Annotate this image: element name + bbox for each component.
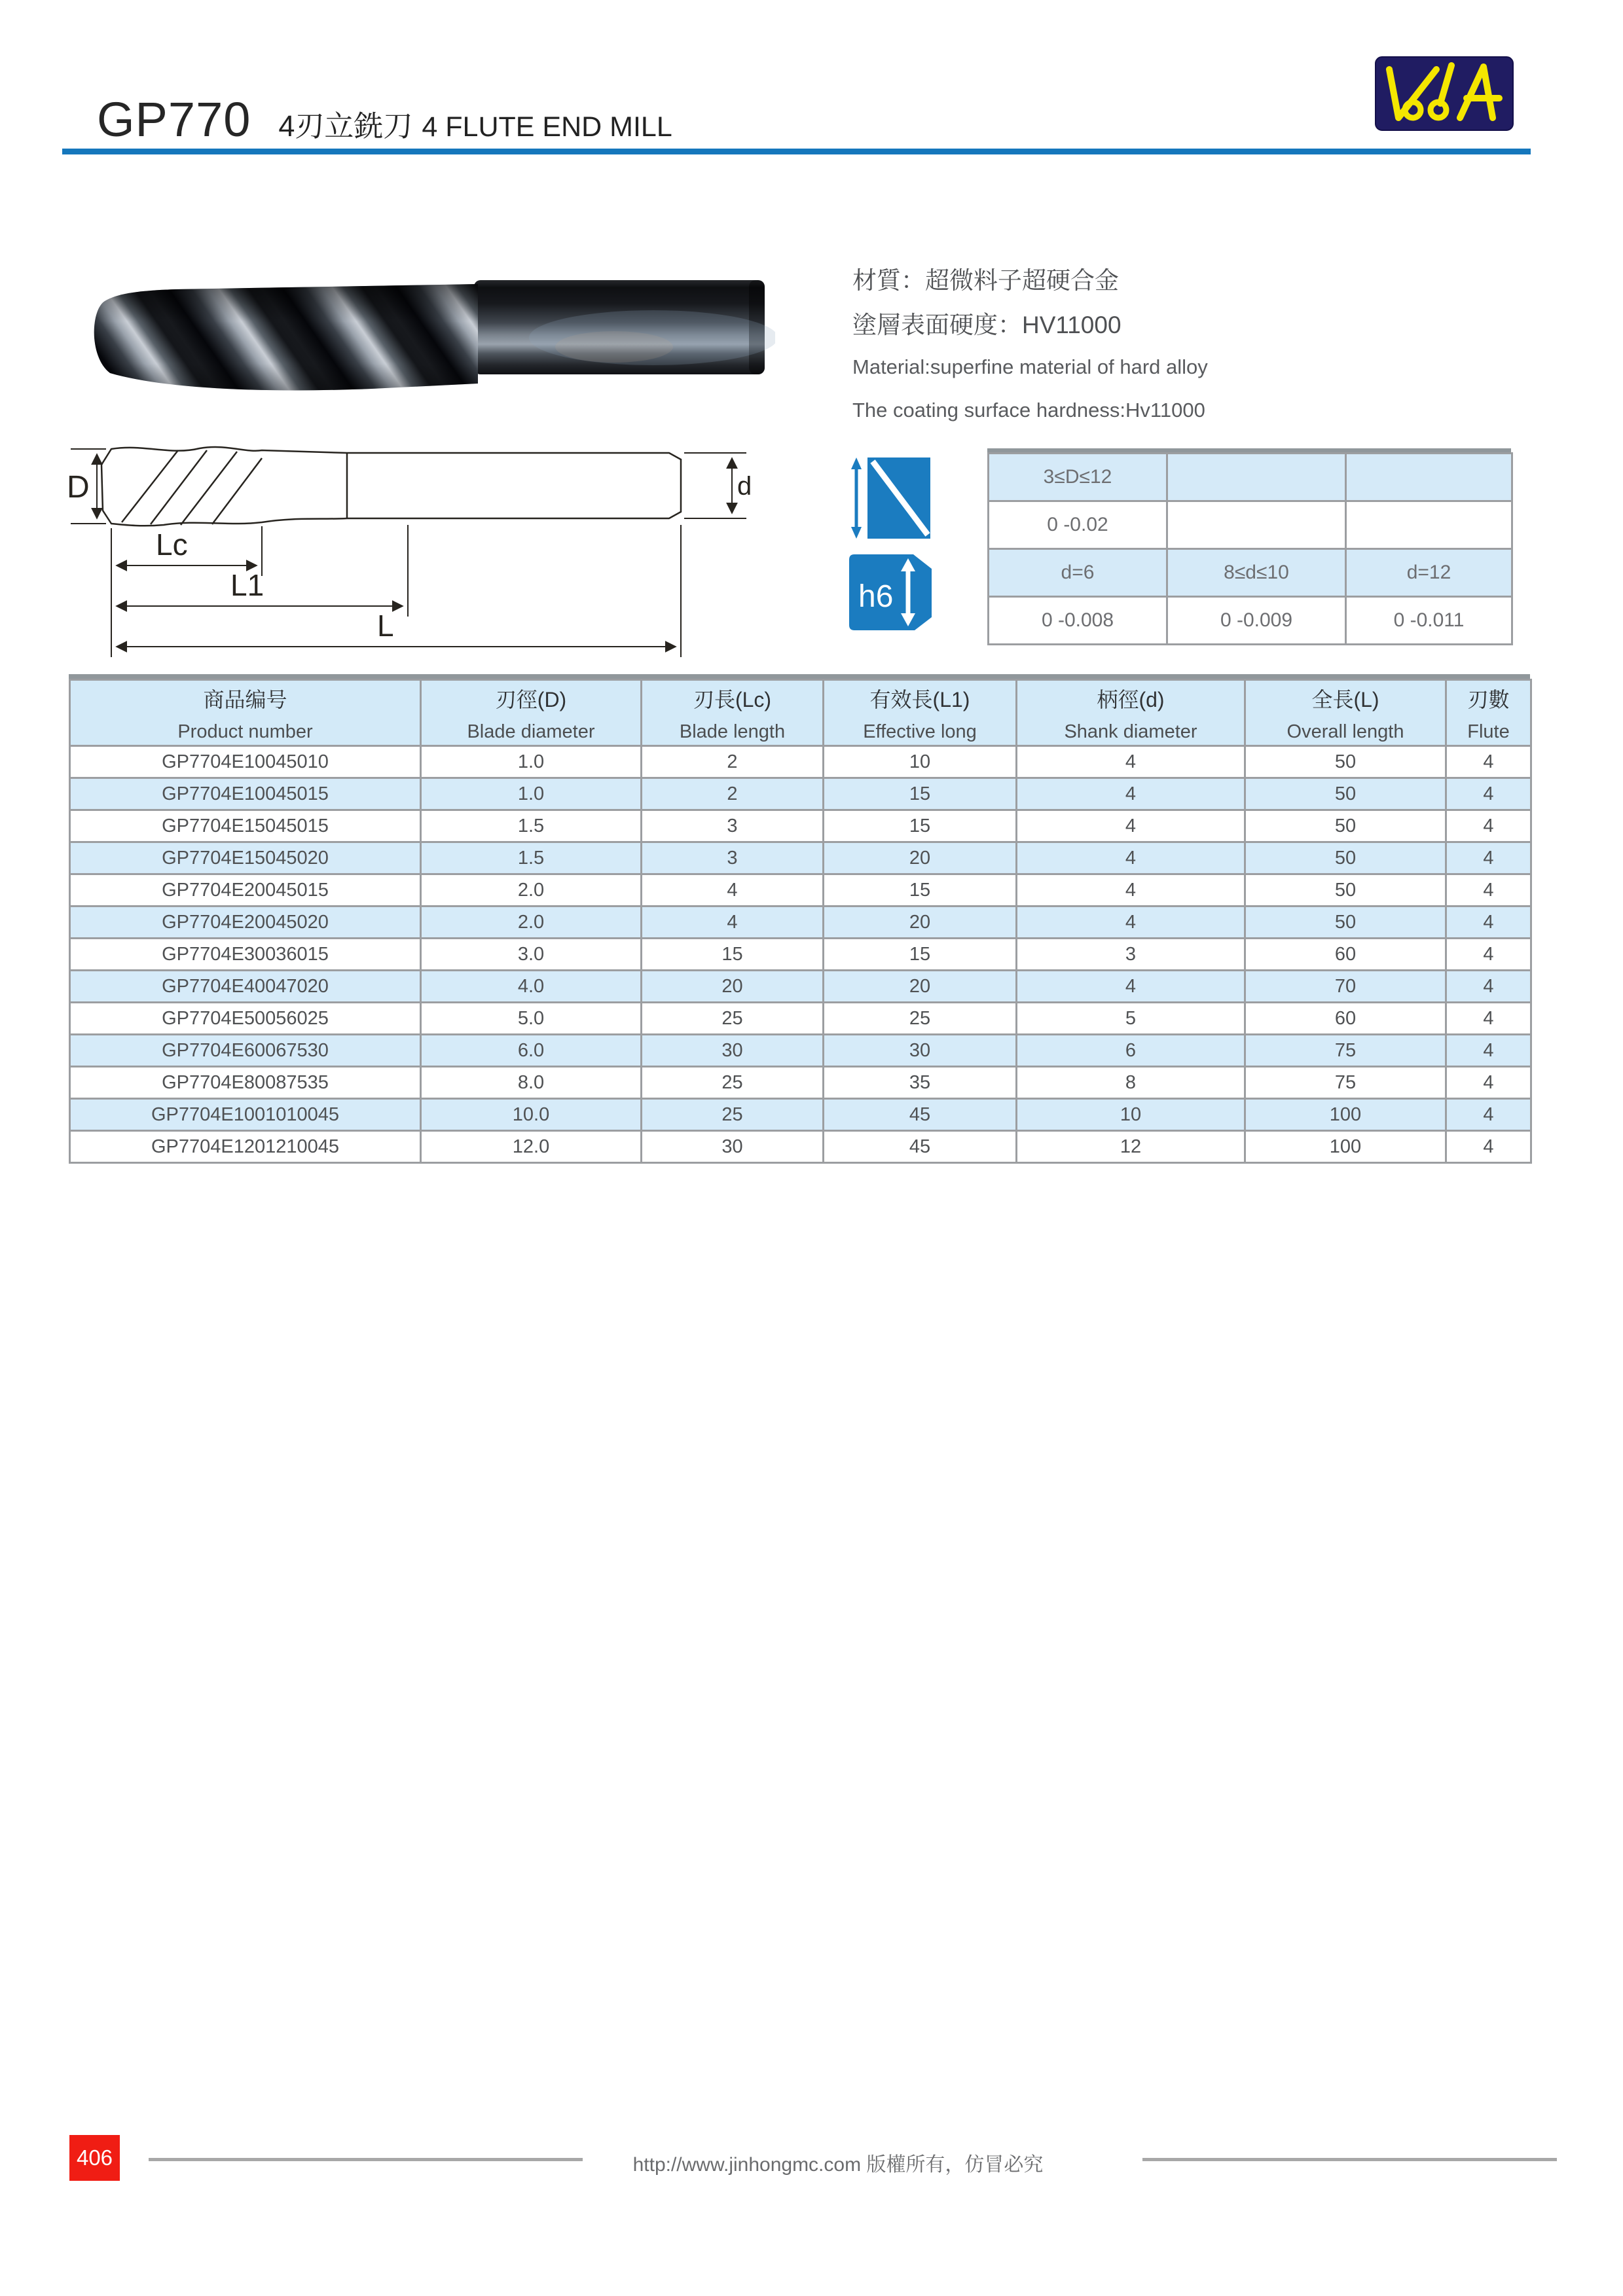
tolerance-row	[989, 597, 1512, 645]
tolerance-cell: 0 -0.011	[1346, 597, 1512, 645]
coating-line-cn: 塗層表面硬度：HV11000	[852, 312, 1122, 338]
table-cell: 1.5	[421, 810, 642, 842]
table-cell: 4.0	[421, 971, 642, 1003]
table-cell: 4	[1446, 746, 1531, 778]
table-cell: 4	[1017, 906, 1245, 939]
table-cell: 15	[642, 939, 824, 971]
table-cell: 100	[1245, 1131, 1446, 1163]
tolerance-cell: d=6	[989, 549, 1167, 597]
table-cell: 25	[642, 1003, 824, 1035]
footer-divider-left	[149, 2158, 583, 2161]
table-cell: 5.0	[421, 1003, 642, 1035]
table-cell: 6.0	[421, 1035, 642, 1067]
column-header: 全長(L) Overall length	[1245, 680, 1446, 746]
table-cell: 20	[824, 906, 1017, 939]
table-cell: 25	[824, 1003, 1017, 1035]
table-cell: 5	[1017, 1003, 1245, 1035]
table-cell: 12	[1017, 1131, 1245, 1163]
label-effective-length: L1	[230, 568, 264, 602]
table-cell: 75	[1245, 1035, 1446, 1067]
label-overall-length: L	[377, 609, 394, 643]
page-number: 406	[76, 2145, 113, 2170]
subtitle-en: 4 FLUTE END MILL	[422, 111, 672, 143]
table-cell: 4	[642, 874, 824, 906]
product-number-cell: GP7704E1201210045	[70, 1131, 421, 1163]
table-cell: 4	[1446, 842, 1531, 874]
product-number-cell: GP7704E20045020	[70, 906, 421, 939]
table-cell: 60	[1245, 1003, 1446, 1035]
table-cell: 4	[1017, 778, 1245, 810]
table-cell: 15	[824, 939, 1017, 971]
product-number-cell: GP7704E80087535	[70, 1067, 421, 1099]
table-cell: 50	[1245, 906, 1446, 939]
table-cell: 4	[1446, 1099, 1531, 1131]
table-cell: 1.0	[421, 746, 642, 778]
table-cell: 60	[1245, 939, 1446, 971]
table-cell: 4	[1446, 971, 1531, 1003]
brand-logo-icon	[1375, 56, 1514, 131]
table-cell: 25	[642, 1099, 824, 1131]
product-number-cell: GP7704E20045015	[70, 874, 421, 906]
table-cell: 4	[1017, 971, 1245, 1003]
table-cell: 4	[1446, 906, 1531, 939]
table-cell: 4	[1446, 810, 1531, 842]
tolerance-row	[989, 501, 1512, 549]
table-row	[70, 971, 1531, 1003]
table-row	[70, 842, 1531, 874]
column-header: 刃長(Lc) Blade length	[642, 680, 824, 746]
tolerance-cell	[1167, 454, 1346, 501]
table-row	[70, 1035, 1531, 1067]
table-cell: 2	[642, 746, 824, 778]
product-number-cell: GP7704E15045015	[70, 810, 421, 842]
table-cell: 8.0	[421, 1067, 642, 1099]
product-photo	[77, 260, 775, 393]
page-header	[97, 92, 672, 147]
table-cell: 30	[824, 1035, 1017, 1067]
product-table-top-strip	[69, 674, 1530, 679]
table-cell: 4	[642, 906, 824, 939]
tolerance-cell: 0 -0.009	[1167, 597, 1346, 645]
table-cell: 3	[642, 810, 824, 842]
product-number-cell: GP7704E40047020	[70, 971, 421, 1003]
table-cell: 2	[642, 778, 824, 810]
table-row	[70, 810, 1531, 842]
table-row	[70, 874, 1531, 906]
table-cell: 15	[824, 810, 1017, 842]
table-cell: 45	[824, 1131, 1017, 1163]
table-row	[70, 1099, 1531, 1131]
table-cell: 50	[1245, 874, 1446, 906]
table-cell: 4	[1446, 1035, 1531, 1067]
table-cell: 4	[1446, 939, 1531, 971]
table-cell: 30	[642, 1131, 824, 1163]
copyright-text: http://www.jinhongmc.com 版權所有，仿冒必究	[632, 2154, 1044, 2176]
table-cell: 1.5	[421, 842, 642, 874]
tolerance-cell	[1167, 501, 1346, 549]
product-number-cell: GP7704E15045020	[70, 842, 421, 874]
table-cell: 10	[824, 746, 1017, 778]
product-number-cell: GP7704E60067530	[70, 1035, 421, 1067]
table-cell: 10	[1017, 1099, 1245, 1131]
tolerance-cell	[1346, 454, 1512, 501]
table-cell: 50	[1245, 778, 1446, 810]
blade-diameter-tolerance-icon	[848, 456, 933, 540]
column-header: 刃數 Flute	[1446, 680, 1531, 746]
tolerance-row	[989, 549, 1512, 597]
column-header: 柄徑(d) Shank diameter	[1017, 680, 1245, 746]
column-header: 刃徑(D) Blade diameter	[421, 680, 642, 746]
tolerance-cell: 0 -0.008	[989, 597, 1167, 645]
tolerance-cell: 3≤D≤12	[989, 454, 1167, 501]
table-cell: 20	[824, 971, 1017, 1003]
tolerance-cell	[1346, 501, 1512, 549]
table-cell: 4	[1446, 1131, 1531, 1163]
footer-divider-right	[1142, 2158, 1557, 2161]
column-header: 有效長(L1) Effective long	[824, 680, 1017, 746]
label-shank-diameter: d	[737, 472, 752, 501]
table-cell: 50	[1245, 810, 1446, 842]
table-cell: 2.0	[421, 906, 642, 939]
table-cell: 4	[1017, 842, 1245, 874]
table-cell: 4	[1446, 874, 1531, 906]
table-cell: 8	[1017, 1067, 1245, 1099]
table-cell: 4	[1017, 746, 1245, 778]
table-cell: 70	[1245, 971, 1446, 1003]
table-cell: 50	[1245, 746, 1446, 778]
tolerance-table-body	[989, 454, 1512, 645]
table-cell: 35	[824, 1067, 1017, 1099]
tolerance-cell: 8≤d≤10	[1167, 549, 1346, 597]
material-line-cn: 材質：超微料子超硬合金	[852, 267, 1119, 294]
product-number-cell: GP7704E10045010	[70, 746, 421, 778]
table-cell: 15	[824, 778, 1017, 810]
table-cell: 4	[1446, 1067, 1531, 1099]
material-line-en: Material:superfine material of hard alloy	[852, 355, 1208, 378]
table-cell: 50	[1245, 842, 1446, 874]
tolerance-table	[987, 452, 1513, 645]
header-rule	[62, 149, 1531, 154]
product-number-cell: GP7704E10045015	[70, 778, 421, 810]
table-cell: 3	[1017, 939, 1245, 971]
table-cell: 20	[642, 971, 824, 1003]
table-cell: 10.0	[421, 1099, 642, 1131]
table-cell: 45	[824, 1099, 1017, 1131]
product-table-header-row	[70, 680, 1531, 746]
table-cell: 75	[1245, 1067, 1446, 1099]
table-row	[70, 906, 1531, 939]
table-cell: 25	[642, 1067, 824, 1099]
label-blade-diameter: D	[67, 470, 90, 505]
table-cell: 30	[642, 1035, 824, 1067]
table-cell: 12.0	[421, 1131, 642, 1163]
table-row	[70, 939, 1531, 971]
page-title: GP770	[97, 92, 251, 147]
table-row	[70, 1131, 1531, 1163]
product-table-body	[70, 746, 1531, 1163]
table-cell: 20	[824, 842, 1017, 874]
dimension-diagram	[65, 427, 822, 666]
table-cell: 4	[1446, 1003, 1531, 1035]
tolerance-cell: d=12	[1346, 549, 1512, 597]
table-row	[70, 778, 1531, 810]
product-table	[69, 679, 1532, 1164]
table-cell: 4	[1017, 874, 1245, 906]
page-number-badge	[69, 2135, 120, 2181]
table-cell: 1.0	[421, 778, 642, 810]
label-blade-length: Lc	[156, 528, 188, 562]
table-cell: 100	[1245, 1099, 1446, 1131]
shank-tolerance-h6-icon	[848, 553, 933, 632]
table-cell: 15	[824, 874, 1017, 906]
table-row	[70, 746, 1531, 778]
table-cell: 4	[1446, 778, 1531, 810]
table-row	[70, 1067, 1531, 1099]
product-number-cell: GP7704E50056025	[70, 1003, 421, 1035]
subtitle-cn: 4刃立銑刀	[278, 109, 413, 143]
h6-label: h6	[858, 579, 894, 614]
tolerance-cell: 0 -0.02	[989, 501, 1167, 549]
tolerance-row	[989, 454, 1512, 501]
product-number-cell: GP7704E30036015	[70, 939, 421, 971]
product-number-cell: GP7704E1001010045	[70, 1099, 421, 1131]
table-cell: 3	[642, 842, 824, 874]
table-cell: 3.0	[421, 939, 642, 971]
table-row	[70, 1003, 1531, 1035]
column-header: 商品编号 Product number	[70, 680, 421, 746]
table-cell: 4	[1017, 810, 1245, 842]
coating-line-en: The coating surface hardness:Hv11000	[852, 399, 1205, 422]
table-cell: 6	[1017, 1035, 1245, 1067]
table-cell: 2.0	[421, 874, 642, 906]
